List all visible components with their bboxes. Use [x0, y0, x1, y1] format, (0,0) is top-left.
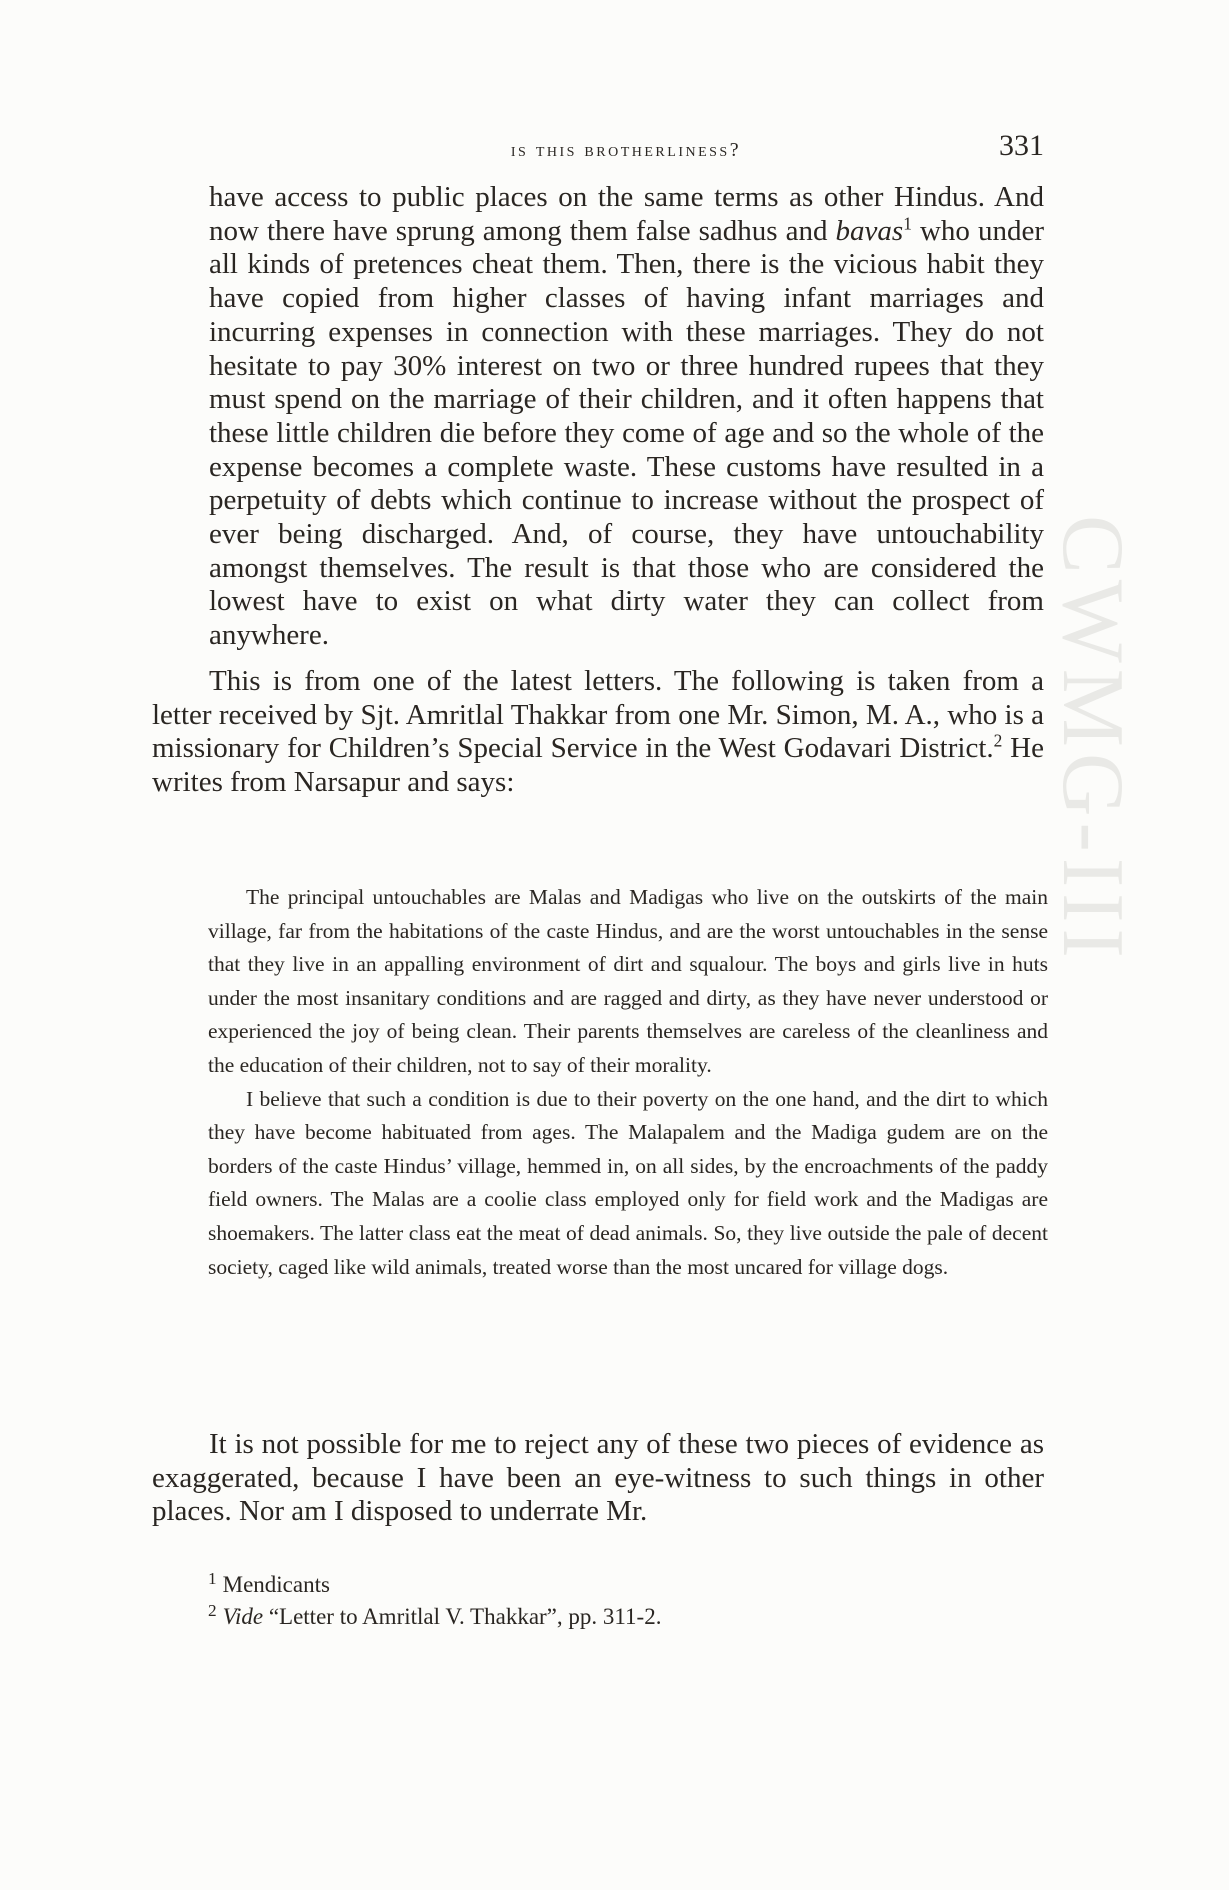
running-head-title: is this brotherliness?	[510, 139, 742, 161]
footnote-2: $^2$ Vide “Letter to Amritlal V. Thakkar”, pp. 311-2.	[208, 1601, 662, 1629]
footnote-ref-1[interactable]: 1	[903, 213, 912, 234]
quote-paragraph: The principal untouchables are Malas and Madigas who live on the outskirts of the main village, far from the habitations of the caste Hindus, and are the worst untouchables in the sense that they live in an appalling environment of dirt and squalour. The boys and girls live in huts under the most insanitary conditions and are ragged and dirty, as they have never understood or experienced the joy of being clean. Their parents themselves are careless of the cleanliness and the education of their children, not to say of their morality.	[208, 885, 1048, 1077]
paragraph: This is from one of the latest letters. The following is taken from a letter received by Sjt. Amritlal Thakkar from one Mr. Simon, M. A., who is a missionary for Children’s Special Service in the West Godavari District.$^2$ He writes from Narsapur and says:	[152, 664, 1044, 798]
page-number: 331	[999, 129, 1044, 162]
paragraph-continued: have access to public places on the same terms as other Hindus. And now there have sprung among them false sadhus and bavas$^1$ who under all kinds of pretences cheat them. Then, there is the vicious habit they have copied from higher classes of having infant marriages and incurring expenses in connection with these marriages. They do not hesitate to pay 30% interest on two or three hundred rupees that they must spend on the marriage of their children, and it often happens that these little children die before they come of age and so the whole of the expense becomes a complete waste. These customs have resulted in a perpetuity of debts which continue to increase without the prospect of ever being discharged. And, of course, they have untouchability amongst themselves. The result is that those who are considered the lowest have to exist on what dirty water they can collect from anywhere.	[209, 181, 1044, 652]
footnote-ref-2[interactable]: 2	[993, 730, 1003, 751]
footnotes	[208, 1569, 908, 1633]
running-head	[208, 127, 1044, 167]
paragraph: It is not possible for me to reject any of these two pieces of evidence as exaggerated, because I have been an eye-witness to such things in other places. Nor am I disposed to underrate Mr.	[152, 1428, 1044, 1528]
italic-term: bavas	[835, 214, 904, 247]
watermark: CWMG-III	[1044, 515, 1141, 964]
footnote-1: $^1$ Mendicants	[208, 1569, 330, 1597]
quote-paragraph: I believe that such a condition is due to their poverty on the one hand, and the dirt to which they have become habituated from ages. The Malapalem and the Madiga gudem are on the borders of the caste Hindus’ village, hemmed in, on all sides, by the encroachments of the paddy field owners. The Malas are a coolie class employed only for field work and the Madigas are shoemakers. The latter class eat the meat of dead animals. So, they live outside the pale of decent society, caged like wild animals, treated worse than the most uncared for village dogs.	[208, 1086, 1048, 1279]
block-quote	[208, 881, 1048, 1284]
main-text	[152, 181, 1044, 800]
